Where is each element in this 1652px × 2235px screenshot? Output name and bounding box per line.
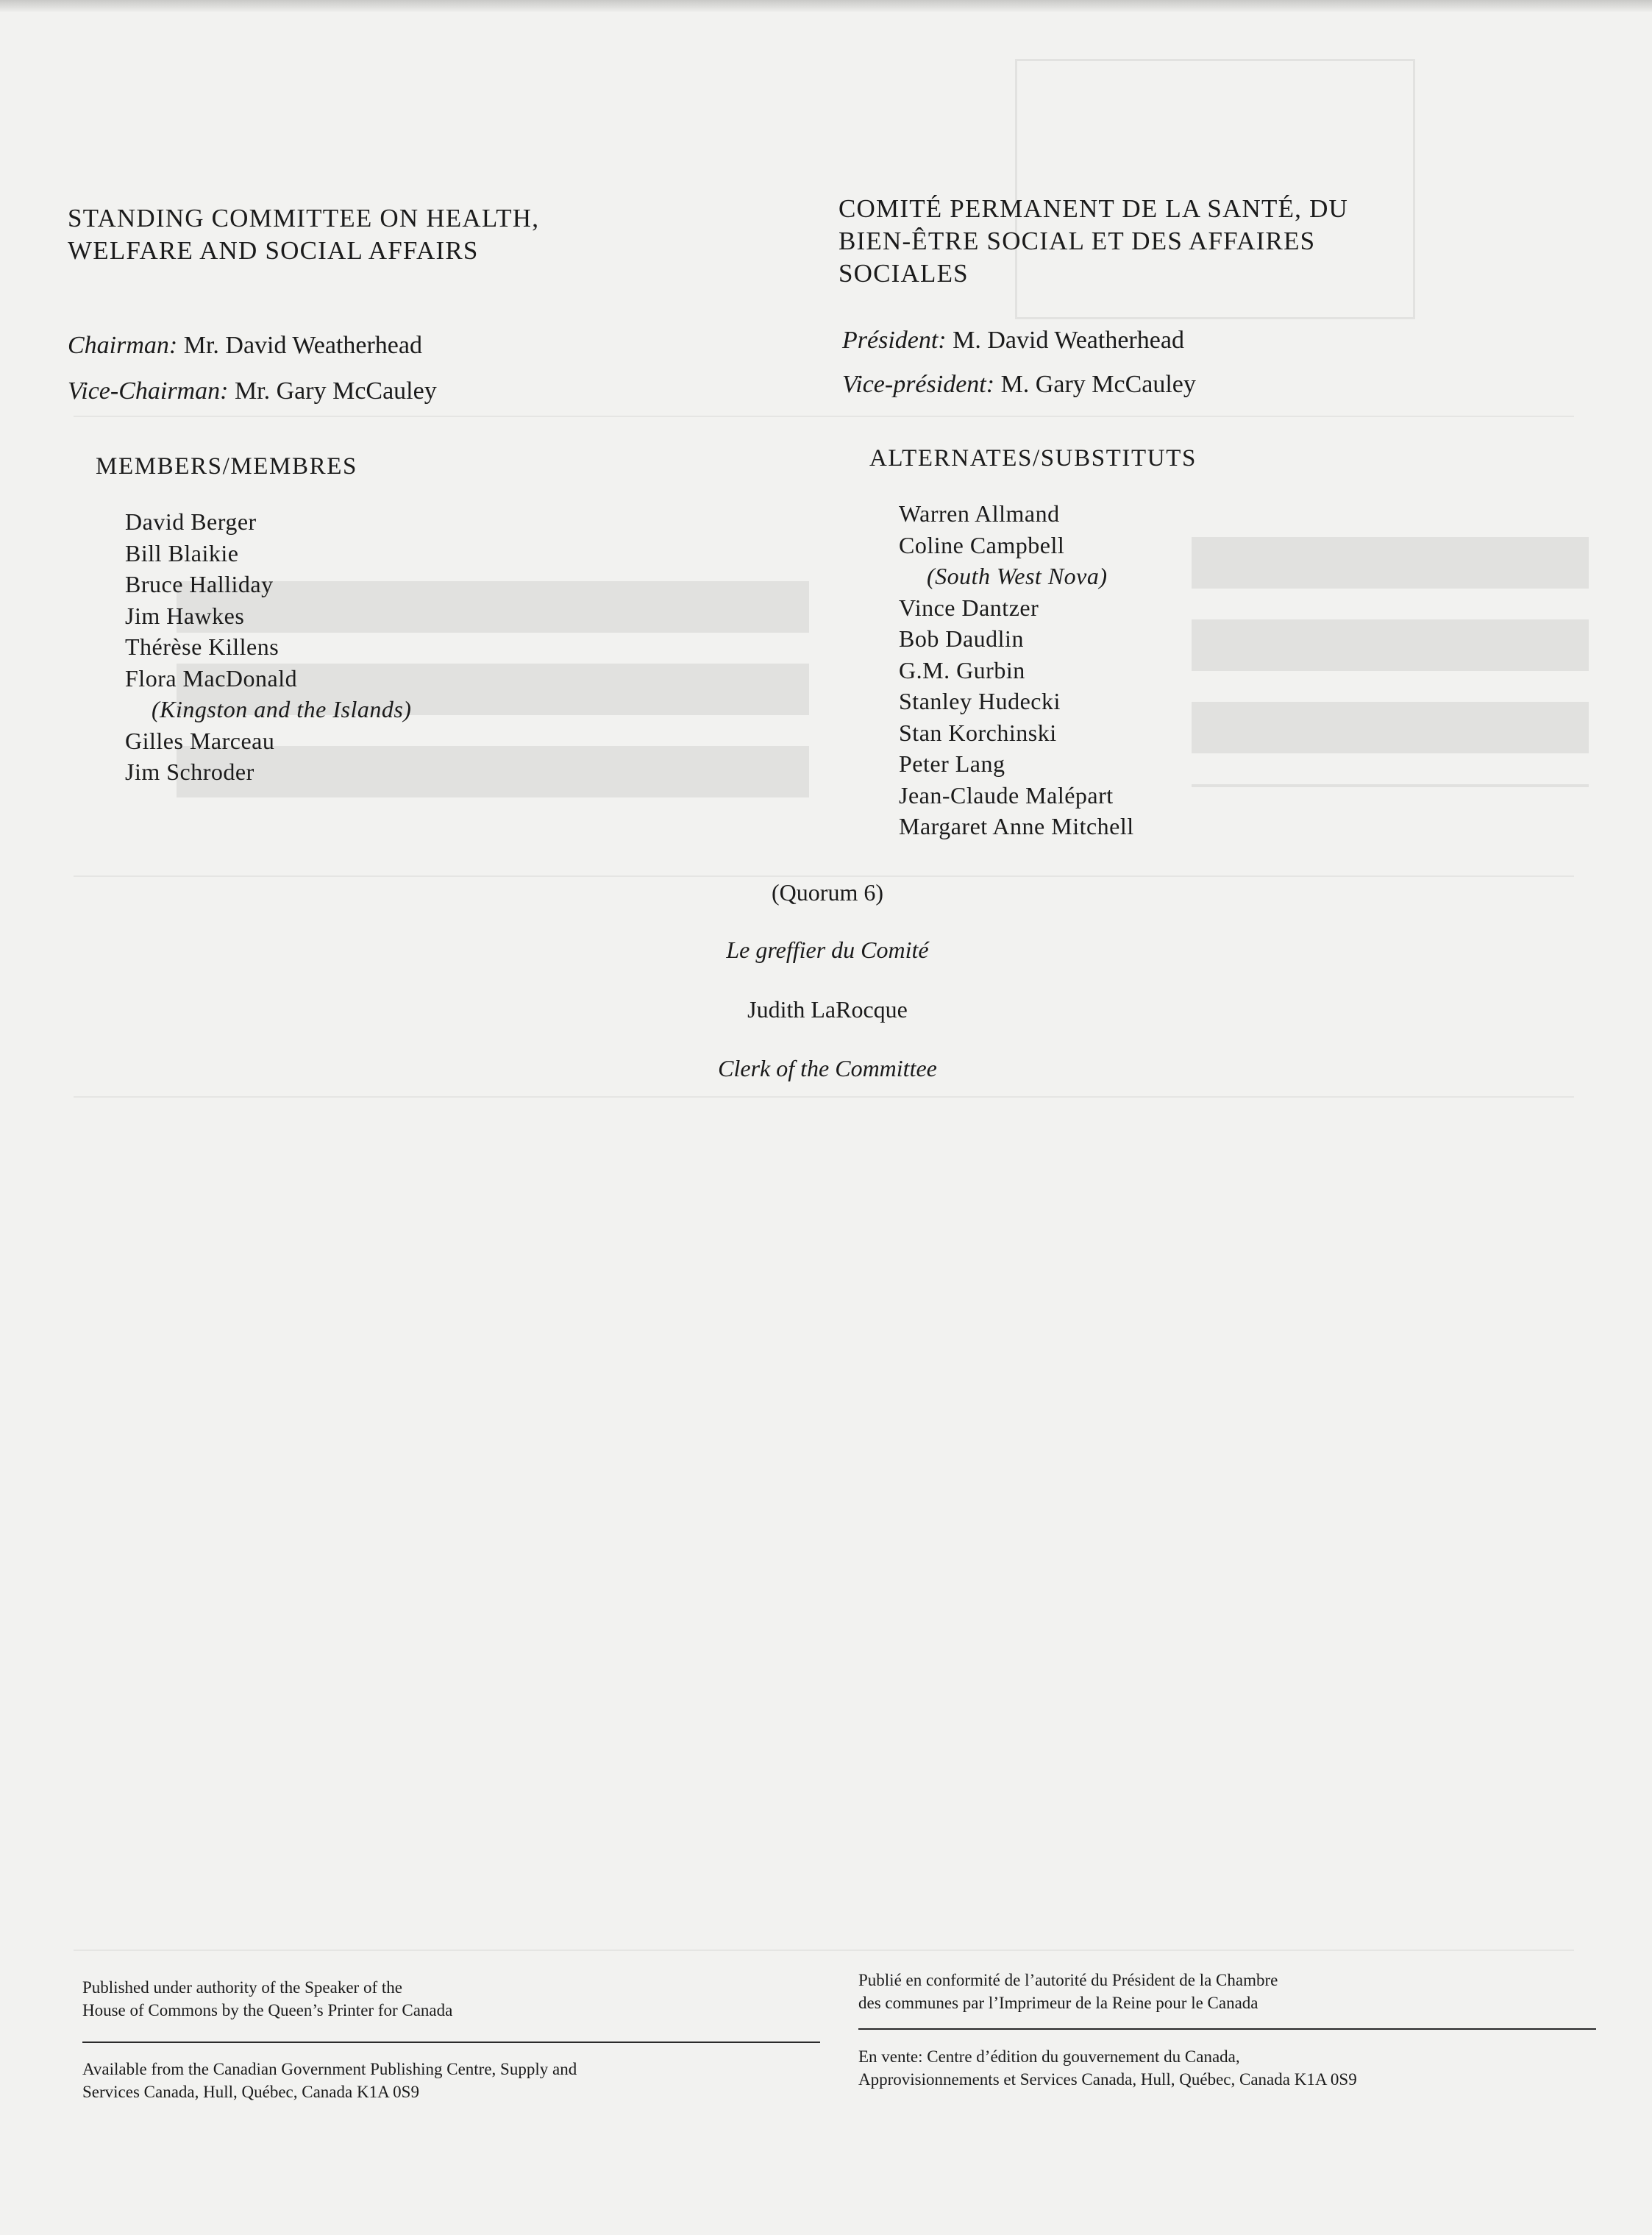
alternate-name: Margaret Anne Mitchell [899,813,1134,839]
clerk-title-fr: Le greffier du Comité [726,937,929,963]
published-notice-en-line: House of Commons by the Queen’s Printer for Canada [82,2001,453,2019]
availability-notice-en-line: Available from the Canadian Government Publishing Centre, Supply and [82,2060,577,2078]
member-name: Thérèse Killens [125,633,280,660]
members-list [125,506,411,788]
alternate-name: Stan Korchinski [899,719,1057,746]
footer-rule-right [858,2028,1596,2030]
alternate-name: Stanley Hudecki [899,688,1061,714]
president-name: M. David Weatherhead [953,327,1184,354]
alternate-name: Jean-Claude Malépart [899,781,1114,809]
availability-notice-en [82,2058,577,2103]
clerk-title-en: Clerk of the Committee [718,1055,937,1081]
published-notice-en-line: Published under authority of the Speaker of the [82,1978,402,1997]
availability-notice-fr-line: En vente: Centre d’édition du gouvernement du Canada, [858,2047,1240,2066]
bleed-through-block-right [1192,537,1589,787]
bleed-through-rule [74,1096,1574,1098]
published-notice-fr-line: Publié en conformité de l’autorité du Président de la Chambre [858,1971,1278,1989]
vice-president-name: M. Gary McCauley [1000,371,1196,398]
quorum: (Quorum 6) [772,879,883,906]
chairman-en [68,330,422,361]
vice-chairman-name: Mr. Gary McCauley [234,377,437,405]
alternate-name: Peter Lang [899,750,1005,777]
committee-title-en [68,202,539,267]
published-notice-en [82,1976,452,2022]
availability-notice-fr-line: Approvisionnements et Services Canada, Hull, Québec, Canada K1A 0S9 [858,2070,1357,2089]
alternate-riding: (South West Nova) [927,563,1108,589]
availability-notice-fr [858,2045,1357,2091]
members-heading: MEMBERS/MEMBRES [96,453,357,480]
vice-chairman-en [68,376,437,407]
published-notice-fr [858,1969,1278,2014]
clerk-name: Judith LaRocque [747,996,908,1023]
member-riding: (Kingston and the Islands) [152,696,412,722]
member-name: David Berger [125,508,257,535]
member-name: Jim Schroder [125,758,254,785]
bleed-through-rule [74,416,1574,417]
chairman-fr [842,325,1184,356]
alternate-name: Vince Dantzer [899,594,1039,621]
member-name: Flora MacDonald [125,664,298,692]
footer-rule-left [82,2042,820,2043]
member-name: Gilles Marceau [125,727,275,754]
alternates-heading: ALTERNATES/SUBSTITUTS [869,445,1197,472]
committee-title-en-line: WELFARE AND SOCIAL AFFAIRS [68,236,479,265]
chairman-label: Chairman: [68,332,178,359]
availability-notice-en-line: Services Canada, Hull, Québec, Canada K1A 0S9 [82,2083,419,2101]
president-label: Président: [842,327,947,354]
page-top-edge [0,0,1652,12]
bleed-through-rule [74,1950,1574,1951]
member-name: Bill Blaikie [125,539,239,566]
vice-chairman-fr [842,369,1196,400]
alternate-name: Bob Daudlin [899,625,1024,652]
alternate-name: Coline Campbell [899,531,1065,558]
alternate-name: Warren Allmand [899,500,1060,527]
vice-chairman-label: Vice-Chairman: [68,377,229,405]
committee-title-fr-line: SOCIALES [839,259,969,288]
committee-title-fr-line: BIEN-ÊTRE SOCIAL ET DES AFFAIRES [839,227,1316,255]
committee-title-fr-line: COMITÉ PERMANENT DE LA SANTÉ, DU [839,194,1349,223]
chairman-name: Mr. David Weatherhead [183,332,422,359]
member-name: Bruce Halliday [125,571,274,597]
published-notice-fr-line: des communes par l’Imprimeur de la Reine pour le Canada [858,1994,1258,2012]
alternates-list [899,498,1134,842]
bleed-through-rule [74,875,1574,877]
committee-title-fr [839,193,1348,290]
vice-president-label: Vice-président: [842,371,995,398]
committee-title-en-line: STANDING COMMITTEE ON HEALTH, [68,204,540,232]
member-name: Jim Hawkes [125,602,245,629]
alternate-name: G.M. Gurbin [899,656,1025,683]
